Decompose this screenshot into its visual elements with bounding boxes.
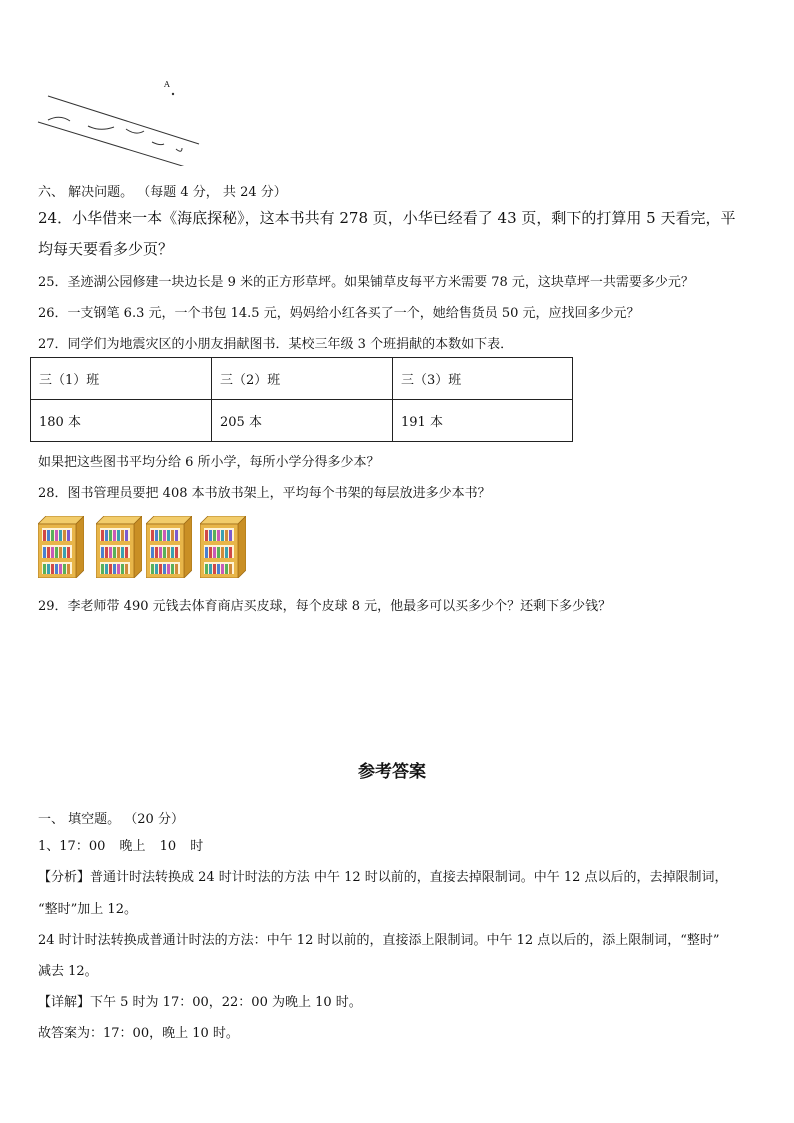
q27-question: 如果把这些图书平均分给 6 所小学，每所小学分得多少本？ bbox=[38, 455, 380, 470]
table-cell: 205 本 bbox=[212, 400, 393, 442]
q29-text: 29．李老师带 490 元钱去体育商店买皮球，每个皮球 8 元，他最多可以买多少个？还剩下多少钱？ bbox=[38, 599, 612, 614]
section6-header: 六、 解决问题。 （每题 4 分， 共 24 分） bbox=[38, 185, 287, 200]
analysis-line3: 24 时计时法转换成普通计时法的方法：中午 12 时以前的，直接添上限制词。中午 12 点以后的，添上限制词，“整时” bbox=[38, 933, 720, 948]
table-row bbox=[31, 358, 573, 400]
analysis-line2: “整时”加上 12。 bbox=[38, 902, 137, 917]
table-header-cell: 三（3）班 bbox=[393, 358, 573, 400]
q28-text: 28．图书管理员要把 408 本书放书架上，平均每个书架的每层放进多少本书？ bbox=[38, 486, 491, 501]
detail-line: 【详解】下午 5 时为 17：00，22：00 为晚上 10 时。 bbox=[38, 995, 362, 1010]
q26-text: 26．一支钢笔 6.3 元，一个书包 14.5 元，妈妈给小红各买了一个，她给售货员 50 元，应找回多少元？ bbox=[38, 306, 640, 321]
road-diagram bbox=[34, 76, 214, 166]
analysis-line1: 【分析】普通计时法转换成 24 时计时法的方法 中午 12 时以前的，直接去掉限制词。中午 12 点以后的，去掉限制词， bbox=[38, 870, 728, 885]
q24-line2: 均每天要看多少页？ bbox=[38, 240, 174, 258]
table-header-cell: 三（1）班 bbox=[31, 358, 212, 400]
q25-text: 25．圣迹湖公园修建一块边长是 9 米的正方形草坪。如果铺草皮每平方米需要 78 元，这块草坪一共需要多少元？ bbox=[38, 275, 694, 290]
q24-line1: 24．小华借来一本《海底探秘》，这本书共有 278 页，小华已经看了 43 页，剩下的打算用 5 天看完，平 bbox=[38, 209, 736, 227]
bookshelf-image bbox=[200, 516, 246, 578]
bookshelf-image bbox=[38, 516, 84, 578]
answers-section1-header: 一、 填空题。 （20 分） bbox=[38, 812, 184, 827]
answer-1: 1、17：00 晚上 10 时 bbox=[38, 839, 204, 854]
table-row bbox=[31, 400, 573, 442]
bookshelf-image bbox=[146, 516, 192, 578]
book-donation-table bbox=[30, 357, 573, 442]
final-answer: 故答案为：17：00，晚上 10 时。 bbox=[38, 1026, 239, 1041]
q27-text: 27．同学们为地震灾区的小朋友捐献图书．某校三年级 3 个班捐献的本数如下表． bbox=[38, 337, 514, 352]
point-a-label: A bbox=[164, 80, 170, 89]
analysis-line4: 减去 12。 bbox=[38, 964, 98, 979]
bookshelf-image bbox=[96, 516, 142, 578]
table-cell: 180 本 bbox=[31, 400, 212, 442]
table-header-cell: 三（2）班 bbox=[212, 358, 393, 400]
answers-title: 参考答案 bbox=[358, 762, 426, 782]
table-cell: 191 本 bbox=[393, 400, 573, 442]
